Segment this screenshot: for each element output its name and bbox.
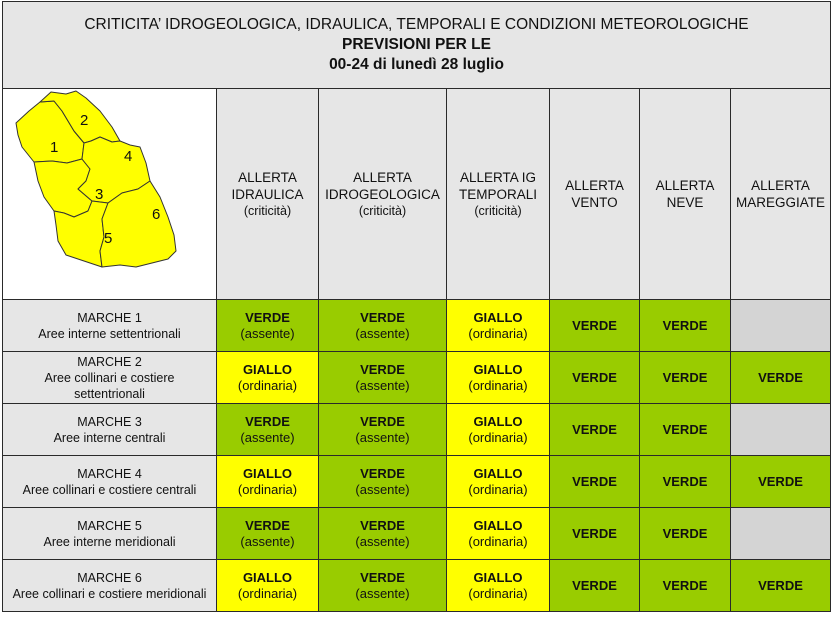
zone-description: Aree interne meridionali <box>43 534 176 549</box>
column-header-5 <box>640 89 731 300</box>
alert-cell <box>447 352 550 404</box>
bulletin-title <box>3 2 831 89</box>
alert-level: VERDE <box>758 577 803 593</box>
zone-map <box>3 89 217 300</box>
alert-cell <box>319 456 447 508</box>
alert-criticality: (assente) <box>240 429 295 445</box>
alert-criticality: (assente) <box>240 325 295 341</box>
alert-level: VERDE <box>572 317 617 333</box>
zone-name: MARCHE 3 <box>77 414 142 429</box>
alert-criticality: (assente) <box>355 429 410 445</box>
alert-cell <box>447 456 550 508</box>
title-line-2: PREVISIONI PER LE <box>341 36 491 53</box>
alert-level: GIALLO <box>473 517 523 533</box>
column-header-subtitle: (criticità) <box>474 203 522 218</box>
map-zone-label-4: 4 <box>123 148 132 165</box>
alert-cell <box>640 404 731 456</box>
alert-level: VERDE <box>662 317 708 333</box>
zone-name-cell <box>3 404 217 456</box>
zone-name: MARCHE 6 <box>77 570 142 585</box>
alert-criticality: (ordinaria) <box>237 377 298 393</box>
alert-criticality: (ordinaria) <box>468 533 528 549</box>
alert-cell <box>731 456 831 508</box>
zone-name-cell <box>3 560 217 612</box>
title-line-1: CRITICITA’ IDROGEOLOGICA, IDRAULICA, TEMPORALI E CONDIZIONI METEOROLOGICHE <box>84 16 749 33</box>
alert-level: VERDE <box>662 525 708 541</box>
column-header-subtitle: (criticità) <box>358 203 407 218</box>
map-zone-label-1: 1 <box>49 139 58 156</box>
alert-cell <box>731 508 831 560</box>
zone-description: Aree collinari e costiere meridionali <box>12 586 207 601</box>
map-zone-label-3: 3 <box>94 186 103 203</box>
alert-level: VERDE <box>245 413 290 429</box>
alert-cell <box>640 352 731 404</box>
alert-level: VERDE <box>360 361 405 377</box>
alert-cell <box>731 352 831 404</box>
zone-name: MARCHE 1 <box>77 310 142 325</box>
column-header-text: IDRAULICA <box>231 186 304 202</box>
zone-row <box>3 456 831 508</box>
alert-level: GIALLO <box>473 413 523 429</box>
column-header-text: NEVE <box>666 195 704 210</box>
alert-cell <box>217 560 319 612</box>
alert-cell <box>640 560 731 612</box>
alert-cell <box>640 508 731 560</box>
alert-level: VERDE <box>662 421 708 437</box>
zone-description: settentrionali <box>74 386 145 401</box>
alert-level: VERDE <box>662 369 708 385</box>
alert-cell <box>550 404 640 456</box>
column-header-3 <box>447 89 550 300</box>
alert-cell <box>550 560 640 612</box>
title-line-3: 00-24 di lunedì 28 luglio <box>329 56 504 73</box>
zone-row <box>3 404 831 456</box>
alert-level: GIALLO <box>242 361 293 377</box>
zone-name-cell <box>3 456 217 508</box>
alert-level: VERDE <box>360 569 405 585</box>
alert-level: GIALLO <box>242 569 293 585</box>
zone-row <box>3 300 831 352</box>
alert-level: VERDE <box>572 473 617 489</box>
alert-level: GIALLO <box>473 569 523 585</box>
alert-criticality: (ordinaria) <box>468 585 528 601</box>
zone-name: MARCHE 2 <box>77 354 142 369</box>
column-header-4 <box>550 89 640 300</box>
alert-level: VERDE <box>245 517 290 533</box>
column-header-text: ALLERTA IG <box>459 169 537 185</box>
alert-cell <box>550 456 640 508</box>
column-header-text: ALLERTA <box>238 169 297 185</box>
alert-cell <box>731 404 831 456</box>
alert-cell <box>550 508 640 560</box>
zone-name-cell <box>3 300 217 352</box>
alert-level: VERDE <box>662 473 708 489</box>
alert-level: VERDE <box>572 369 617 385</box>
alert-level: VERDE <box>360 413 405 429</box>
alert-criticality: (ordinaria) <box>237 481 298 497</box>
column-header-text: VENTO <box>571 195 618 210</box>
alert-cell <box>447 560 550 612</box>
column-header-1 <box>217 89 319 300</box>
alert-cell <box>319 352 447 404</box>
zone-description: Aree collinari e costiere centrali <box>22 482 197 497</box>
zone-name: MARCHE 5 <box>77 518 142 533</box>
map-zone-label-5: 5 <box>103 230 112 247</box>
alert-level: VERDE <box>360 465 405 481</box>
alert-criticality: (ordinaria) <box>468 377 528 393</box>
alert-criticality: (ordinaria) <box>468 481 528 497</box>
alert-level: GIALLO <box>242 465 293 481</box>
alert-cell <box>319 300 447 352</box>
zone-name: MARCHE 4 <box>77 466 142 481</box>
alert-table <box>2 1 831 612</box>
alert-criticality: (assente) <box>240 533 295 549</box>
alert-cell <box>319 508 447 560</box>
alert-cell <box>319 404 447 456</box>
alert-criticality: (assente) <box>355 585 410 601</box>
alert-criticality: (ordinaria) <box>468 325 528 341</box>
alert-level: VERDE <box>572 421 617 437</box>
marche-zone-map <box>4 89 216 294</box>
alert-cell <box>217 456 319 508</box>
zone-name-cell <box>3 508 217 560</box>
alert-criticality: (assente) <box>355 377 410 393</box>
alert-level: VERDE <box>360 309 405 325</box>
alert-level: GIALLO <box>473 309 523 325</box>
column-header-text: ALLERTA <box>353 169 412 185</box>
column-header-6 <box>731 89 831 300</box>
map-zone-label-2: 2 <box>79 112 88 129</box>
alert-cell <box>731 560 831 612</box>
alert-criticality: (ordinaria) <box>237 585 298 601</box>
alert-cell <box>550 352 640 404</box>
alert-cell <box>217 404 319 456</box>
alert-criticality: (assente) <box>355 481 410 497</box>
alert-cell <box>640 456 731 508</box>
zone-name-cell <box>3 352 217 404</box>
alert-cell <box>217 352 319 404</box>
column-header-text: IDROGEOLOGICA <box>325 186 440 202</box>
map-zone-label-6: 6 <box>151 206 160 223</box>
zone-row <box>3 560 831 612</box>
alert-cell <box>319 560 447 612</box>
zone-row <box>3 508 831 560</box>
alert-criticality: (ordinaria) <box>468 429 528 445</box>
alert-cell <box>217 300 319 352</box>
alert-level: VERDE <box>758 473 803 489</box>
column-header-text: ALLERTA <box>565 178 624 193</box>
alert-criticality: (assente) <box>355 325 410 341</box>
column-header-subtitle: (criticità) <box>243 203 292 218</box>
alert-level: VERDE <box>572 577 617 593</box>
zone-description: Aree interne centrali <box>53 430 166 445</box>
alert-cell <box>640 300 731 352</box>
alert-level: VERDE <box>360 517 405 533</box>
alert-cell <box>550 300 640 352</box>
zone-description: Aree interne settentrionali <box>38 326 181 341</box>
alert-level: VERDE <box>758 369 803 385</box>
zone-description: Aree collinari e costiere <box>44 370 175 385</box>
alert-level: GIALLO <box>473 465 523 481</box>
alert-level: VERDE <box>662 577 708 593</box>
column-header-text: MAREGGIATE <box>735 195 825 210</box>
alert-level: VERDE <box>572 525 617 541</box>
alert-cell <box>731 300 831 352</box>
alert-cell <box>447 508 550 560</box>
alert-cell <box>447 300 550 352</box>
column-header-text: ALLERTA <box>751 178 810 193</box>
alert-cell <box>217 508 319 560</box>
column-header-2 <box>319 89 447 300</box>
alert-criticality: (assente) <box>355 533 410 549</box>
alert-level: GIALLO <box>473 361 523 377</box>
zone-row <box>3 352 831 404</box>
column-header-text: TEMPORALI <box>458 186 537 202</box>
alert-cell <box>447 404 550 456</box>
column-header-text: ALLERTA <box>655 178 715 193</box>
alert-level: VERDE <box>245 309 290 325</box>
